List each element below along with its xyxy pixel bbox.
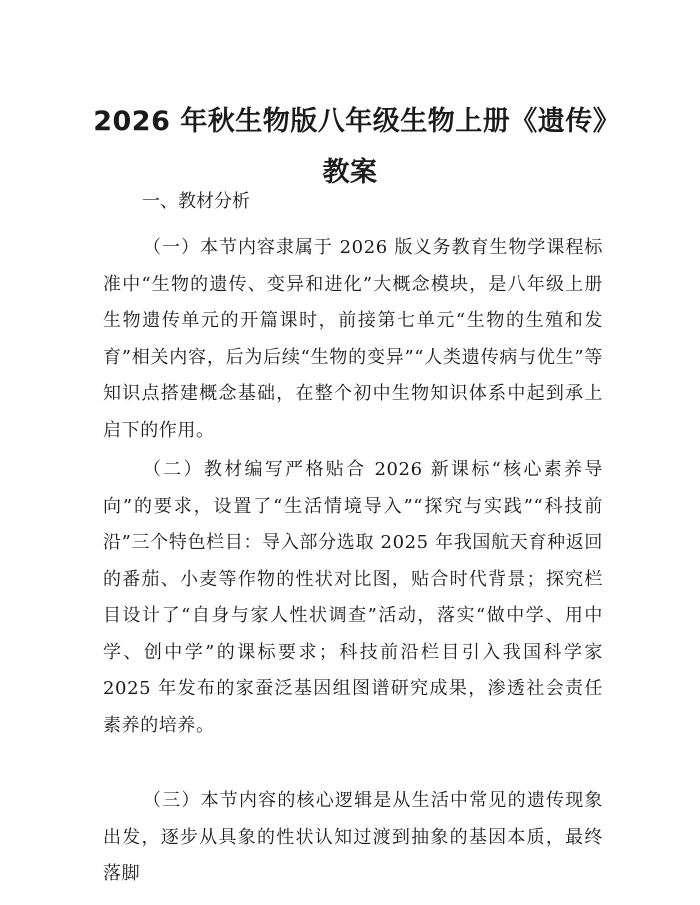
paragraph-1: （一）本节内容隶属于 2026 版义务教育生物学课程标准中“生物的遗传、变异和进化”大概念模块，是八年级上册生物遗传单元的开篇课时，前接第七单元“生物的生殖和发育”相关内容，后为后续“生物的变异”“人类遗传病与优生”等知识点搭建概念基础，在整个初中生物知识体系中起到承上启下的作用。 <box>103 237 603 441</box>
paragraph-2: （二）教材编写严格贴合 2026 新课标“核心素养导向”的要求，设置了“生活情境导入”“探究与实践”“科技前沿”三个特色栏目：导入部分选取 2025 年我国航天育种返回的番茄、小麦等作物的性状对比图，贴合时代背景；探究栏目设计了“自身与家人性状调查”活动，落实“做中学、用中学、创中学”的课标要求；科技前沿栏目引入我国科学家 2025 年发布的家蚕泛基因组图谱研究成果，渗透社会责任素养的培养。 <box>103 459 603 736</box>
section-heading: 一、教材分析 <box>142 191 250 212</box>
document-title: 2026 年秋生物版八年级生物上册《遗传》教案 <box>93 106 607 189</box>
paragraph-3: （三）本节内容的核心逻辑是从生活中常见的遗传现象出发，逐步从具象的性状认知过渡到抽象的基因本质，最终落脚 <box>103 790 603 884</box>
